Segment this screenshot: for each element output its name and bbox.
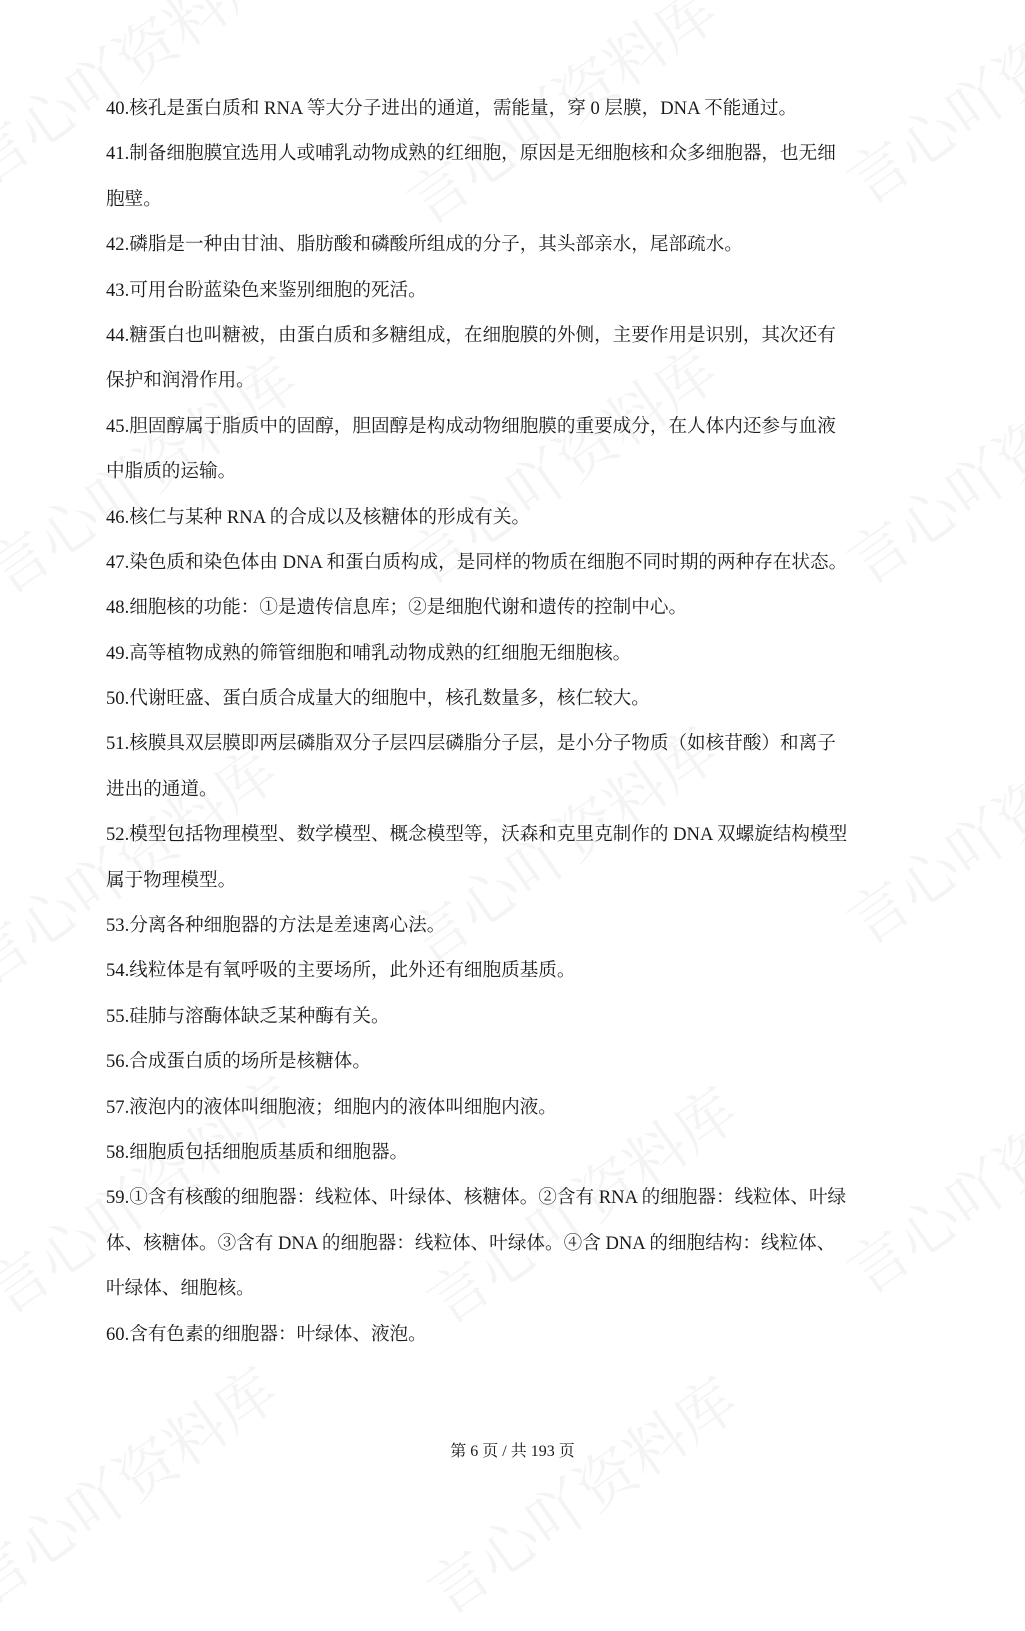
list-item xyxy=(106,1175,921,1311)
list-item xyxy=(106,313,921,404)
item-text-line: 54.线粒体是有氧呼吸的主要场所，此外还有细胞质基质。 xyxy=(106,960,576,982)
item-text-line: 保护和润滑作用。 xyxy=(106,370,255,392)
item-text-line: 体、核糖体。③含有 DNA 的细胞器：线粒体、叶绿体。④含 DNA 的细胞结构：线粒体、 xyxy=(106,1232,836,1254)
list-item xyxy=(106,676,921,721)
item-text-line: 中脂质的运输。 xyxy=(106,461,237,483)
list-item xyxy=(106,404,921,495)
item-text-line: 40.核孔是蛋白质和 RNA 等大分子进出的通道，需能量，穿 0 层膜，DNA 不能通过。 xyxy=(106,98,798,119)
list-item xyxy=(106,540,921,585)
list-item xyxy=(106,268,921,313)
item-text-line: 叶绿体、细胞核。 xyxy=(106,1278,255,1300)
list-item xyxy=(106,495,921,540)
list-item xyxy=(106,222,921,267)
watermark-text xyxy=(408,1355,752,1631)
item-text-line: 48.细胞核的功能：①是遗传信息库；②是细胞代谢和遗传的控制中心。 xyxy=(106,597,688,619)
list-item xyxy=(106,903,921,948)
item-text-line: 50.代谢旺盛、蛋白质合成量大的细胞中，核孔数量多，核仁较大。 xyxy=(106,688,650,710)
list-item xyxy=(106,812,921,903)
item-text-line: 47.染色质和染色体由 DNA 和蛋白质构成，是同样的物质在细胞不同时期的两种存在状态。 xyxy=(106,551,848,573)
item-text-line: 57.液泡内的液体叫细胞液；细胞内的液体叫细胞内液。 xyxy=(106,1096,557,1118)
item-text-line: 43.可用台盼蓝染色来鉴别细胞的死活。 xyxy=(106,279,427,301)
item-text-line: 属于物理模型。 xyxy=(106,869,237,891)
item-text-line: 51.核膜具双层膜即两层磷脂双分子层四层磷脂分子层，是小分子物质（如核苷酸）和离子 xyxy=(106,733,836,755)
page-footer: 第 6 页 / 共 193 页 xyxy=(450,1443,575,1460)
item-text-line: 44.糖蛋白也叫糖被，由蛋白质和多糖组成，在细胞膜的外侧，主要作用是识别，其次还有 xyxy=(106,324,836,346)
item-text-line: 56.合成蛋白质的场所是核糖体。 xyxy=(106,1051,371,1073)
item-text-line: 55.硅肺与溶酶体缺乏某种酶有关。 xyxy=(106,1005,390,1027)
item-text-line: 58.细胞质包括细胞质基质和细胞器。 xyxy=(106,1141,409,1163)
list-item xyxy=(106,86,921,131)
list-item xyxy=(106,1130,921,1175)
item-text-line: 胞壁。 xyxy=(106,188,162,210)
list-item xyxy=(106,1312,921,1357)
document-body xyxy=(106,86,921,1357)
item-text-line: 进出的通道。 xyxy=(106,778,218,800)
list-item xyxy=(106,1039,921,1084)
item-text-line: 60.含有色素的细胞器：叶绿体、液泡。 xyxy=(106,1323,427,1345)
list-item xyxy=(106,585,921,630)
list-item xyxy=(106,631,921,676)
item-text-line: 46.核仁与某种 RNA 的合成以及核糖体的形成有关。 xyxy=(106,506,531,528)
item-text-line: 41.制备细胞膜宜选用人或哺乳动物成熟的红细胞，原因是无细胞核和众多细胞器，也无细 xyxy=(106,143,836,165)
list-item xyxy=(106,948,921,993)
item-text-line: 53.分离各种细胞器的方法是差速离心法。 xyxy=(106,915,446,937)
watermark-text xyxy=(0,1345,292,1622)
item-text-line: 42.磷脂是一种由甘油、脂肪酸和磷酸所组成的分子，其头部亲水，尾部疏水。 xyxy=(106,234,743,256)
list-item xyxy=(106,721,921,812)
item-text-line: 45.胆固醇属于脂质中的固醇，胆固醇是构成动物细胞膜的重要成分，在人体内还参与血液 xyxy=(106,415,836,437)
item-text-line: 49.高等植物成熟的筛管细胞和哺乳动物成熟的红细胞无细胞核。 xyxy=(106,642,632,664)
list-item xyxy=(106,1085,921,1130)
item-text-line: 52.模型包括物理模型、数学模型、概念模型等，沃森和克里克制作的 DNA 双螺旋结构模型 xyxy=(106,824,848,846)
item-text-line: 59.①含有核酸的细胞器：线粒体、叶绿体、核糖体。②含有 RNA 的细胞器：线粒体、叶绿 xyxy=(106,1187,847,1209)
list-item xyxy=(106,131,921,222)
list-item xyxy=(106,994,921,1039)
